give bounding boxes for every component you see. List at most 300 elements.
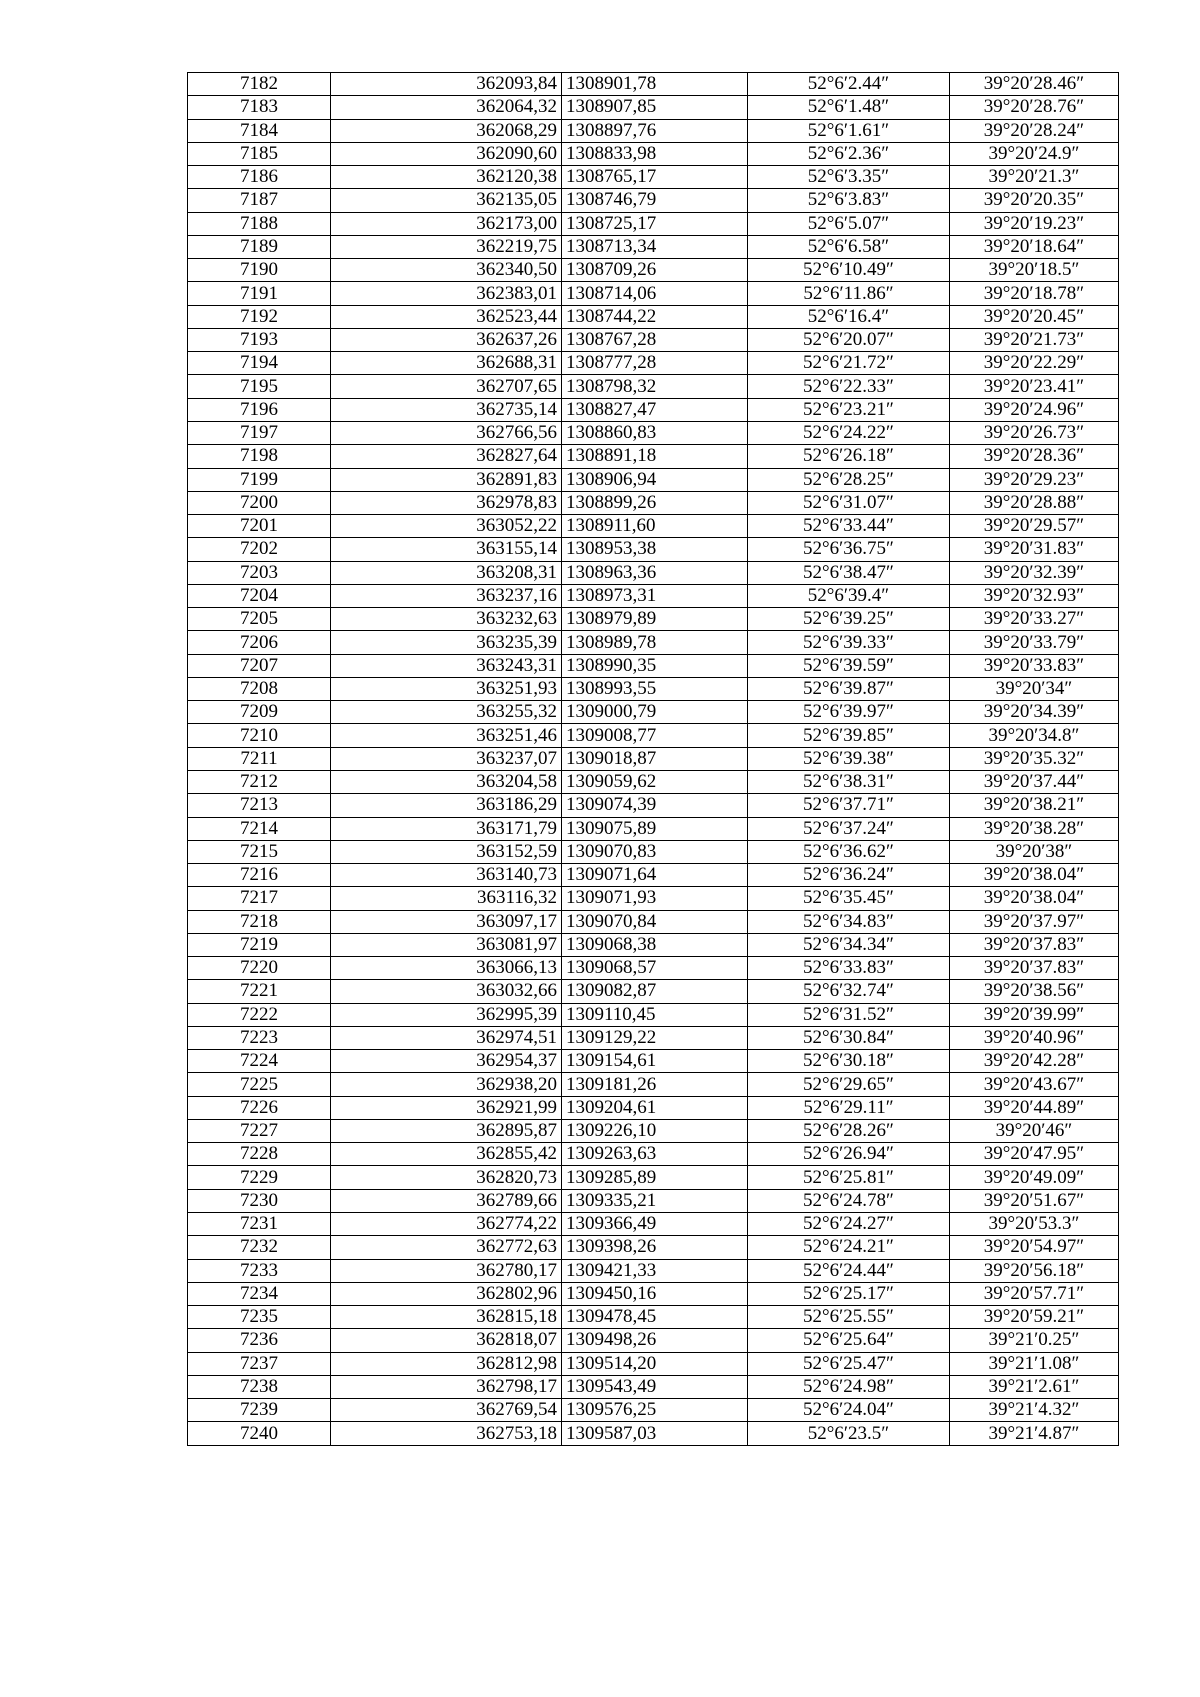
longitude-cell: 39°20′24.96″ — [950, 398, 1119, 421]
latitude-cell: 52°6′39.33″ — [748, 631, 950, 654]
y-coordinate-cell: 1309082,87 — [562, 980, 748, 1003]
table-row — [188, 468, 1119, 491]
y-coordinate-cell: 1309070,84 — [562, 910, 748, 933]
x-coordinate-cell: 363081,97 — [331, 933, 562, 956]
table-row — [188, 166, 1119, 189]
x-coordinate-cell: 362090,60 — [331, 142, 562, 165]
coordinates-table-body — [188, 73, 1119, 1446]
table-row — [188, 491, 1119, 514]
table-row — [188, 887, 1119, 910]
latitude-cell: 52°6′24.22″ — [748, 421, 950, 444]
y-coordinate-cell: 1309366,49 — [562, 1213, 748, 1236]
x-coordinate-cell: 362766,56 — [331, 421, 562, 444]
x-coordinate-cell: 363255,32 — [331, 701, 562, 724]
y-coordinate-cell: 1309129,22 — [562, 1026, 748, 1049]
x-coordinate-cell: 362772,63 — [331, 1236, 562, 1259]
longitude-cell: 39°20′33.79″ — [950, 631, 1119, 654]
point-number-cell: 7210 — [188, 724, 331, 747]
point-number-cell: 7187 — [188, 189, 331, 212]
table-row — [188, 445, 1119, 468]
table-row — [188, 1073, 1119, 1096]
point-number-cell: 7209 — [188, 701, 331, 724]
latitude-cell: 52°6′2.44″ — [748, 73, 950, 96]
longitude-cell: 39°20′42.28″ — [950, 1050, 1119, 1073]
x-coordinate-cell: 362798,17 — [331, 1375, 562, 1398]
table-row — [188, 1050, 1119, 1073]
latitude-cell: 52°6′37.24″ — [748, 817, 950, 840]
table-row — [188, 1399, 1119, 1422]
y-coordinate-cell: 1308891,18 — [562, 445, 748, 468]
table-row — [188, 421, 1119, 444]
y-coordinate-cell: 1309398,26 — [562, 1236, 748, 1259]
latitude-cell: 52°6′2.36″ — [748, 142, 950, 165]
y-coordinate-cell: 1309070,83 — [562, 840, 748, 863]
y-coordinate-cell: 1309226,10 — [562, 1119, 748, 1142]
point-number-cell: 7215 — [188, 840, 331, 863]
table-row — [188, 375, 1119, 398]
longitude-cell: 39°20′38″ — [950, 840, 1119, 863]
table-row — [188, 1026, 1119, 1049]
point-number-cell: 7228 — [188, 1143, 331, 1166]
latitude-cell: 52°6′30.18″ — [748, 1050, 950, 1073]
longitude-cell: 39°20′51.67″ — [950, 1189, 1119, 1212]
table-row — [188, 1375, 1119, 1398]
x-coordinate-cell: 363116,32 — [331, 887, 562, 910]
longitude-cell: 39°20′57.71″ — [950, 1282, 1119, 1305]
latitude-cell: 52°6′36.24″ — [748, 864, 950, 887]
y-coordinate-cell: 1308713,34 — [562, 235, 748, 258]
latitude-cell: 52°6′1.61″ — [748, 119, 950, 142]
table-row — [188, 1189, 1119, 1212]
x-coordinate-cell: 363171,79 — [331, 817, 562, 840]
table-row — [188, 235, 1119, 258]
table-row — [188, 840, 1119, 863]
x-coordinate-cell: 362068,29 — [331, 119, 562, 142]
latitude-cell: 52°6′16.4″ — [748, 305, 950, 328]
table-row — [188, 677, 1119, 700]
x-coordinate-cell: 362895,87 — [331, 1119, 562, 1142]
x-coordinate-cell: 362120,38 — [331, 166, 562, 189]
y-coordinate-cell: 1309478,45 — [562, 1306, 748, 1329]
x-coordinate-cell: 363251,46 — [331, 724, 562, 747]
point-number-cell: 7234 — [188, 1282, 331, 1305]
point-number-cell: 7197 — [188, 421, 331, 444]
longitude-cell: 39°20′24.9″ — [950, 142, 1119, 165]
point-number-cell: 7227 — [188, 1119, 331, 1142]
latitude-cell: 52°6′10.49″ — [748, 259, 950, 282]
point-number-cell: 7212 — [188, 770, 331, 793]
point-number-cell: 7196 — [188, 398, 331, 421]
x-coordinate-cell: 362707,65 — [331, 375, 562, 398]
longitude-cell: 39°21′1.08″ — [950, 1352, 1119, 1375]
y-coordinate-cell: 1308777,28 — [562, 352, 748, 375]
table-row — [188, 1213, 1119, 1236]
y-coordinate-cell: 1308746,79 — [562, 189, 748, 212]
table-row — [188, 1259, 1119, 1282]
point-number-cell: 7224 — [188, 1050, 331, 1073]
table-row — [188, 1166, 1119, 1189]
latitude-cell: 52°6′39.38″ — [748, 747, 950, 770]
latitude-cell: 52°6′29.11″ — [748, 1096, 950, 1119]
longitude-cell: 39°20′32.39″ — [950, 561, 1119, 584]
point-number-cell: 7229 — [188, 1166, 331, 1189]
table-row — [188, 1119, 1119, 1142]
latitude-cell: 52°6′24.04″ — [748, 1399, 950, 1422]
y-coordinate-cell: 1308827,47 — [562, 398, 748, 421]
x-coordinate-cell: 362735,14 — [331, 398, 562, 421]
x-coordinate-cell: 363208,31 — [331, 561, 562, 584]
longitude-cell: 39°20′49.09″ — [950, 1166, 1119, 1189]
x-coordinate-cell: 362219,75 — [331, 235, 562, 258]
table-row — [188, 538, 1119, 561]
y-coordinate-cell: 1308907,85 — [562, 96, 748, 119]
table-row — [188, 1352, 1119, 1375]
latitude-cell: 52°6′33.83″ — [748, 957, 950, 980]
y-coordinate-cell: 1308963,36 — [562, 561, 748, 584]
y-coordinate-cell: 1309018,87 — [562, 747, 748, 770]
longitude-cell: 39°20′28.46″ — [950, 73, 1119, 96]
latitude-cell: 52°6′24.78″ — [748, 1189, 950, 1212]
point-number-cell: 7239 — [188, 1399, 331, 1422]
y-coordinate-cell: 1309071,93 — [562, 887, 748, 910]
longitude-cell: 39°20′21.3″ — [950, 166, 1119, 189]
x-coordinate-cell: 362688,31 — [331, 352, 562, 375]
x-coordinate-cell: 363152,59 — [331, 840, 562, 863]
y-coordinate-cell: 1308709,26 — [562, 259, 748, 282]
longitude-cell: 39°20′29.57″ — [950, 515, 1119, 538]
longitude-cell: 39°20′28.36″ — [950, 445, 1119, 468]
latitude-cell: 52°6′35.45″ — [748, 887, 950, 910]
point-number-cell: 7204 — [188, 584, 331, 607]
table-row — [188, 1306, 1119, 1329]
point-number-cell: 7193 — [188, 328, 331, 351]
point-number-cell: 7182 — [188, 73, 331, 96]
longitude-cell: 39°20′39.99″ — [950, 1003, 1119, 1026]
longitude-cell: 39°20′38.21″ — [950, 794, 1119, 817]
longitude-cell: 39°21′4.32″ — [950, 1399, 1119, 1422]
longitude-cell: 39°20′22.29″ — [950, 352, 1119, 375]
longitude-cell: 39°20′37.83″ — [950, 957, 1119, 980]
x-coordinate-cell: 362954,37 — [331, 1050, 562, 1073]
y-coordinate-cell: 1308901,78 — [562, 73, 748, 96]
latitude-cell: 52°6′38.31″ — [748, 770, 950, 793]
y-coordinate-cell: 1308860,83 — [562, 421, 748, 444]
x-coordinate-cell: 362383,01 — [331, 282, 562, 305]
y-coordinate-cell: 1308906,94 — [562, 468, 748, 491]
y-coordinate-cell: 1309075,89 — [562, 817, 748, 840]
table-row — [188, 747, 1119, 770]
y-coordinate-cell: 1309074,39 — [562, 794, 748, 817]
longitude-cell: 39°20′33.27″ — [950, 608, 1119, 631]
longitude-cell: 39°20′38.28″ — [950, 817, 1119, 840]
y-coordinate-cell: 1308953,38 — [562, 538, 748, 561]
x-coordinate-cell: 363097,17 — [331, 910, 562, 933]
longitude-cell: 39°20′40.96″ — [950, 1026, 1119, 1049]
table-row — [188, 96, 1119, 119]
latitude-cell: 52°6′38.47″ — [748, 561, 950, 584]
latitude-cell: 52°6′1.48″ — [748, 96, 950, 119]
latitude-cell: 52°6′3.83″ — [748, 189, 950, 212]
y-coordinate-cell: 1308979,89 — [562, 608, 748, 631]
point-number-cell: 7186 — [188, 166, 331, 189]
point-number-cell: 7199 — [188, 468, 331, 491]
point-number-cell: 7220 — [188, 957, 331, 980]
point-number-cell: 7213 — [188, 794, 331, 817]
point-number-cell: 7221 — [188, 980, 331, 1003]
longitude-cell: 39°20′37.83″ — [950, 933, 1119, 956]
latitude-cell: 52°6′11.86″ — [748, 282, 950, 305]
point-number-cell: 7235 — [188, 1306, 331, 1329]
y-coordinate-cell: 1308765,17 — [562, 166, 748, 189]
table-row — [188, 864, 1119, 887]
point-number-cell: 7230 — [188, 1189, 331, 1212]
point-number-cell: 7236 — [188, 1329, 331, 1352]
table-row — [188, 1143, 1119, 1166]
table-row — [188, 1096, 1119, 1119]
y-coordinate-cell: 1308911,60 — [562, 515, 748, 538]
table-row — [188, 701, 1119, 724]
x-coordinate-cell: 362780,17 — [331, 1259, 562, 1282]
table-row — [188, 1236, 1119, 1259]
longitude-cell: 39°20′18.78″ — [950, 282, 1119, 305]
point-number-cell: 7211 — [188, 747, 331, 770]
point-number-cell: 7189 — [188, 235, 331, 258]
x-coordinate-cell: 363243,31 — [331, 654, 562, 677]
longitude-cell: 39°20′19.23″ — [950, 212, 1119, 235]
point-number-cell: 7217 — [188, 887, 331, 910]
x-coordinate-cell: 362789,66 — [331, 1189, 562, 1212]
y-coordinate-cell: 1308897,76 — [562, 119, 748, 142]
point-number-cell: 7237 — [188, 1352, 331, 1375]
x-coordinate-cell: 362921,99 — [331, 1096, 562, 1119]
latitude-cell: 52°6′34.34″ — [748, 933, 950, 956]
latitude-cell: 52°6′39.25″ — [748, 608, 950, 631]
longitude-cell: 39°20′34″ — [950, 677, 1119, 700]
point-number-cell: 7202 — [188, 538, 331, 561]
y-coordinate-cell: 1308798,32 — [562, 375, 748, 398]
y-coordinate-cell: 1308973,31 — [562, 584, 748, 607]
y-coordinate-cell: 1309285,89 — [562, 1166, 748, 1189]
y-coordinate-cell: 1309110,45 — [562, 1003, 748, 1026]
latitude-cell: 52°6′25.47″ — [748, 1352, 950, 1375]
y-coordinate-cell: 1309068,57 — [562, 957, 748, 980]
table-row — [188, 398, 1119, 421]
longitude-cell: 39°20′21.73″ — [950, 328, 1119, 351]
longitude-cell: 39°20′37.97″ — [950, 910, 1119, 933]
x-coordinate-cell: 363251,93 — [331, 677, 562, 700]
x-coordinate-cell: 363237,07 — [331, 747, 562, 770]
x-coordinate-cell: 362802,96 — [331, 1282, 562, 1305]
y-coordinate-cell: 1309068,38 — [562, 933, 748, 956]
latitude-cell: 52°6′25.64″ — [748, 1329, 950, 1352]
x-coordinate-cell: 363204,58 — [331, 770, 562, 793]
point-number-cell: 7238 — [188, 1375, 331, 1398]
longitude-cell: 39°20′20.35″ — [950, 189, 1119, 212]
table-row — [188, 980, 1119, 1003]
x-coordinate-cell: 362855,42 — [331, 1143, 562, 1166]
longitude-cell: 39°20′18.5″ — [950, 259, 1119, 282]
latitude-cell: 52°6′33.44″ — [748, 515, 950, 538]
point-number-cell: 7198 — [188, 445, 331, 468]
latitude-cell: 52°6′39.97″ — [748, 701, 950, 724]
y-coordinate-cell: 1309263,63 — [562, 1143, 748, 1166]
longitude-cell: 39°20′37.44″ — [950, 770, 1119, 793]
table-row — [188, 212, 1119, 235]
latitude-cell: 52°6′30.84″ — [748, 1026, 950, 1049]
longitude-cell: 39°20′33.83″ — [950, 654, 1119, 677]
y-coordinate-cell: 1309204,61 — [562, 1096, 748, 1119]
longitude-cell: 39°20′20.45″ — [950, 305, 1119, 328]
point-number-cell: 7200 — [188, 491, 331, 514]
x-coordinate-cell: 362093,84 — [331, 73, 562, 96]
table-row — [188, 259, 1119, 282]
point-number-cell: 7192 — [188, 305, 331, 328]
point-number-cell: 7216 — [188, 864, 331, 887]
table-row — [188, 817, 1119, 840]
longitude-cell: 39°20′47.95″ — [950, 1143, 1119, 1166]
longitude-cell: 39°20′31.83″ — [950, 538, 1119, 561]
longitude-cell: 39°20′38.56″ — [950, 980, 1119, 1003]
y-coordinate-cell: 1308725,17 — [562, 212, 748, 235]
latitude-cell: 52°6′34.83″ — [748, 910, 950, 933]
y-coordinate-cell: 1309335,21 — [562, 1189, 748, 1212]
longitude-cell: 39°20′43.67″ — [950, 1073, 1119, 1096]
point-number-cell: 7195 — [188, 375, 331, 398]
latitude-cell: 52°6′25.81″ — [748, 1166, 950, 1189]
point-number-cell: 7214 — [188, 817, 331, 840]
x-coordinate-cell: 362820,73 — [331, 1166, 562, 1189]
x-coordinate-cell: 362135,05 — [331, 189, 562, 212]
y-coordinate-cell: 1308744,22 — [562, 305, 748, 328]
latitude-cell: 52°6′39.59″ — [748, 654, 950, 677]
x-coordinate-cell: 363155,14 — [331, 538, 562, 561]
point-number-cell: 7203 — [188, 561, 331, 584]
table-row — [188, 770, 1119, 793]
longitude-cell: 39°20′46″ — [950, 1119, 1119, 1142]
longitude-cell: 39°20′34.8″ — [950, 724, 1119, 747]
table-row — [188, 328, 1119, 351]
point-number-cell: 7240 — [188, 1422, 331, 1445]
point-number-cell: 7219 — [188, 933, 331, 956]
y-coordinate-cell: 1308767,28 — [562, 328, 748, 351]
y-coordinate-cell: 1309059,62 — [562, 770, 748, 793]
y-coordinate-cell: 1309587,03 — [562, 1422, 748, 1445]
latitude-cell: 52°6′36.62″ — [748, 840, 950, 863]
x-coordinate-cell: 363052,22 — [331, 515, 562, 538]
y-coordinate-cell: 1309421,33 — [562, 1259, 748, 1282]
latitude-cell: 52°6′39.87″ — [748, 677, 950, 700]
table-row — [188, 1422, 1119, 1445]
point-number-cell: 7218 — [188, 910, 331, 933]
point-number-cell: 7184 — [188, 119, 331, 142]
latitude-cell: 52°6′37.71″ — [748, 794, 950, 817]
x-coordinate-cell: 362978,83 — [331, 491, 562, 514]
longitude-cell: 39°20′29.23″ — [950, 468, 1119, 491]
point-number-cell: 7206 — [188, 631, 331, 654]
latitude-cell: 52°6′31.52″ — [748, 1003, 950, 1026]
latitude-cell: 52°6′23.5″ — [748, 1422, 950, 1445]
latitude-cell: 52°6′24.98″ — [748, 1375, 950, 1398]
y-coordinate-cell: 1308714,06 — [562, 282, 748, 305]
x-coordinate-cell: 363235,39 — [331, 631, 562, 654]
point-number-cell: 7223 — [188, 1026, 331, 1049]
y-coordinate-cell: 1309498,26 — [562, 1329, 748, 1352]
y-coordinate-cell: 1309154,61 — [562, 1050, 748, 1073]
x-coordinate-cell: 362812,98 — [331, 1352, 562, 1375]
table-row — [188, 189, 1119, 212]
point-number-cell: 7232 — [188, 1236, 331, 1259]
table-row — [188, 142, 1119, 165]
longitude-cell: 39°20′28.88″ — [950, 491, 1119, 514]
x-coordinate-cell: 362995,39 — [331, 1003, 562, 1026]
table-row — [188, 1003, 1119, 1026]
latitude-cell: 52°6′26.94″ — [748, 1143, 950, 1166]
latitude-cell: 52°6′39.4″ — [748, 584, 950, 607]
table-row — [188, 352, 1119, 375]
x-coordinate-cell: 362827,64 — [331, 445, 562, 468]
point-number-cell: 7201 — [188, 515, 331, 538]
table-row — [188, 608, 1119, 631]
point-number-cell: 7222 — [188, 1003, 331, 1026]
y-coordinate-cell: 1309071,64 — [562, 864, 748, 887]
latitude-cell: 52°6′6.58″ — [748, 235, 950, 258]
table-row — [188, 933, 1119, 956]
latitude-cell: 52°6′21.72″ — [748, 352, 950, 375]
x-coordinate-cell: 362637,26 — [331, 328, 562, 351]
latitude-cell: 52°6′32.74″ — [748, 980, 950, 1003]
longitude-cell: 39°20′34.39″ — [950, 701, 1119, 724]
latitude-cell: 52°6′20.07″ — [748, 328, 950, 351]
point-number-cell: 7183 — [188, 96, 331, 119]
point-number-cell: 7188 — [188, 212, 331, 235]
longitude-cell: 39°20′28.24″ — [950, 119, 1119, 142]
latitude-cell: 52°6′26.18″ — [748, 445, 950, 468]
x-coordinate-cell: 362818,07 — [331, 1329, 562, 1352]
point-number-cell: 7205 — [188, 608, 331, 631]
x-coordinate-cell: 363032,66 — [331, 980, 562, 1003]
table-row — [188, 119, 1119, 142]
longitude-cell: 39°20′28.76″ — [950, 96, 1119, 119]
y-coordinate-cell: 1308833,98 — [562, 142, 748, 165]
longitude-cell: 39°20′38.04″ — [950, 864, 1119, 887]
table-row — [188, 1329, 1119, 1352]
x-coordinate-cell: 362753,18 — [331, 1422, 562, 1445]
y-coordinate-cell: 1309450,16 — [562, 1282, 748, 1305]
y-coordinate-cell: 1308989,78 — [562, 631, 748, 654]
y-coordinate-cell: 1309514,20 — [562, 1352, 748, 1375]
longitude-cell: 39°20′54.97″ — [950, 1236, 1119, 1259]
x-coordinate-cell: 362774,22 — [331, 1213, 562, 1236]
latitude-cell: 52°6′24.44″ — [748, 1259, 950, 1282]
longitude-cell: 39°20′38.04″ — [950, 887, 1119, 910]
latitude-cell: 52°6′24.27″ — [748, 1213, 950, 1236]
point-number-cell: 7231 — [188, 1213, 331, 1236]
x-coordinate-cell: 362815,18 — [331, 1306, 562, 1329]
table-row — [188, 631, 1119, 654]
latitude-cell: 52°6′25.17″ — [748, 1282, 950, 1305]
longitude-cell: 39°20′44.89″ — [950, 1096, 1119, 1119]
longitude-cell: 39°20′35.32″ — [950, 747, 1119, 770]
table-row — [188, 910, 1119, 933]
point-number-cell: 7226 — [188, 1096, 331, 1119]
latitude-cell: 52°6′39.85″ — [748, 724, 950, 747]
x-coordinate-cell: 363237,16 — [331, 584, 562, 607]
table-row — [188, 957, 1119, 980]
y-coordinate-cell: 1309543,49 — [562, 1375, 748, 1398]
table-row — [188, 654, 1119, 677]
x-coordinate-cell: 362340,50 — [331, 259, 562, 282]
longitude-cell: 39°20′56.18″ — [950, 1259, 1119, 1282]
